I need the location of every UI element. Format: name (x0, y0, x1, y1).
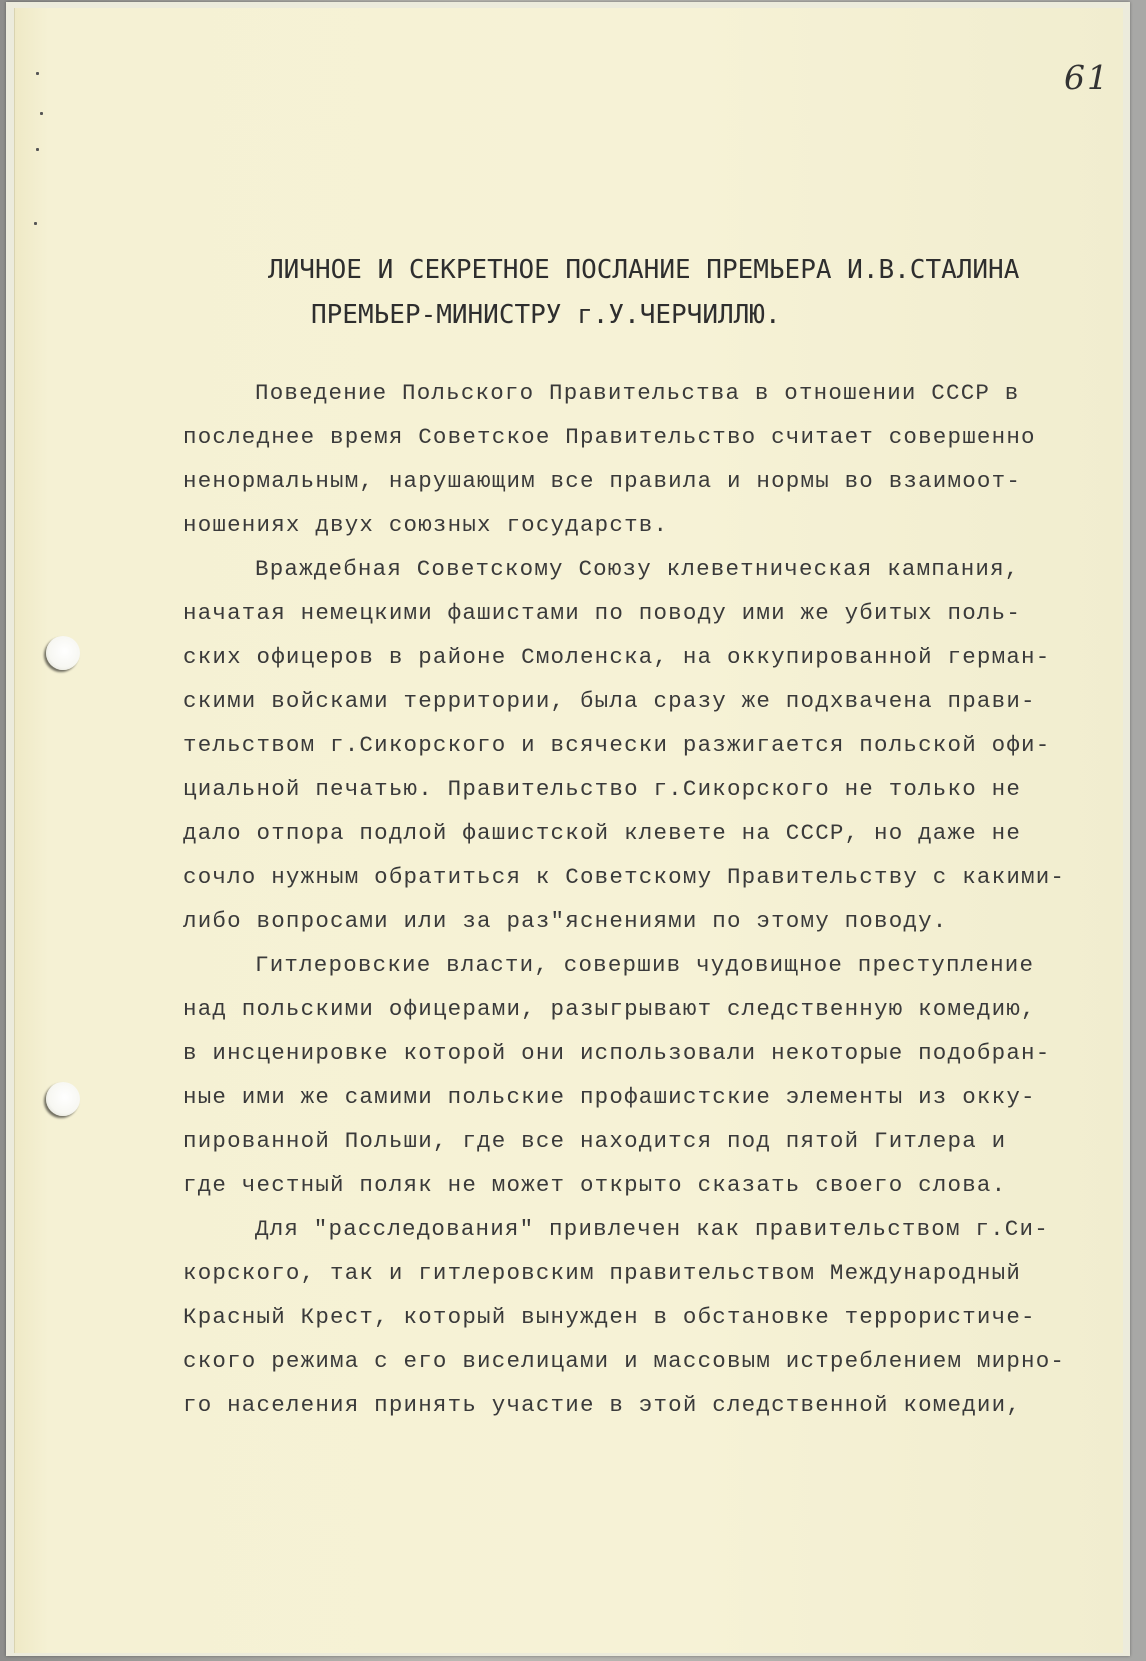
body-line: дало отпора подлой фашистской клевете на СССР, но даже не (183, 820, 1022, 846)
body-line: над польскими офицерами, разыгрывают следственную комедию, (183, 996, 1036, 1022)
body-line: где честный поляк не может открыто сказать своего слова. (183, 1172, 1007, 1198)
body-line: ненормальным, нарушающим все правила и нормы во взаимоот- (183, 468, 1022, 494)
body-line: в инсценировке которой они использовали некоторые подобран- (183, 1040, 1051, 1066)
body-line: последнее время Советское Правительство считает совершенно (183, 424, 1036, 450)
body-line: скими войсками территории, была сразу же подхвачена прави- (183, 688, 1036, 714)
edge-speck (36, 72, 39, 75)
body-line: сочло нужным обратиться к Советскому Правительству с какими- (183, 864, 1066, 890)
title-line-1: ЛИЧНОЕ И СЕКРЕТНОЕ ПОСЛАНИЕ ПРЕМЬЕРА И.В.СТАЛИНА (268, 255, 1020, 285)
body-line: Враждебная Советскому Союзу клеветническая кампания, (255, 556, 1020, 582)
body-line: ные ими же самими польские профашистские элементы из окку- (183, 1084, 1036, 1110)
body-line: Для "расследования" привлечен как правительством г.Си- (255, 1216, 1049, 1242)
punch-hole (46, 636, 80, 670)
edge-speck (34, 222, 37, 225)
body-line: либо вопросами или за раз"яснениями по этому поводу. (183, 908, 948, 934)
page-number: 61 (1064, 58, 1110, 97)
body-line: ношениях двух союзных государств. (183, 512, 669, 538)
body-line: циальной печатью. Правительство г.Сикорского не только не (183, 776, 1022, 802)
body-line: корского, так и гитлеровским правительством Международный (183, 1260, 1022, 1286)
body-line: Красный Крест, который вынужден в обстановке террористиче- (183, 1304, 1036, 1330)
body-line: ских офицеров в районе Смоленска, на оккупированной герман- (183, 644, 1051, 670)
body-line: начатая немецкими фашистами по поводу ими же убитых поль- (183, 600, 1022, 626)
edge-speck (40, 112, 43, 115)
body-line: пированной Польши, где все находится под пятой Гитлера и (183, 1128, 1007, 1154)
title-line-2: ПРЕМЬЕР-МИНИСТРУ г.У.ЧЕРЧИЛЛЮ. (311, 300, 781, 330)
document-page (14, 8, 1123, 1653)
edge-speck (36, 148, 39, 151)
body-line: ского режима с его виселицами и массовым истреблением мирно- (183, 1348, 1066, 1374)
body-line: Поведение Польского Правительства в отношении СССР в (255, 380, 1020, 406)
body-line: го населения принять участие в этой следственной комедии, (183, 1392, 1022, 1418)
body-line: тельством г.Сикорского и всячески разжигается польской офи- (183, 732, 1051, 758)
punch-hole (46, 1082, 80, 1116)
body-line: Гитлеровские власти, совершив чудовищное преступление (255, 952, 1035, 978)
